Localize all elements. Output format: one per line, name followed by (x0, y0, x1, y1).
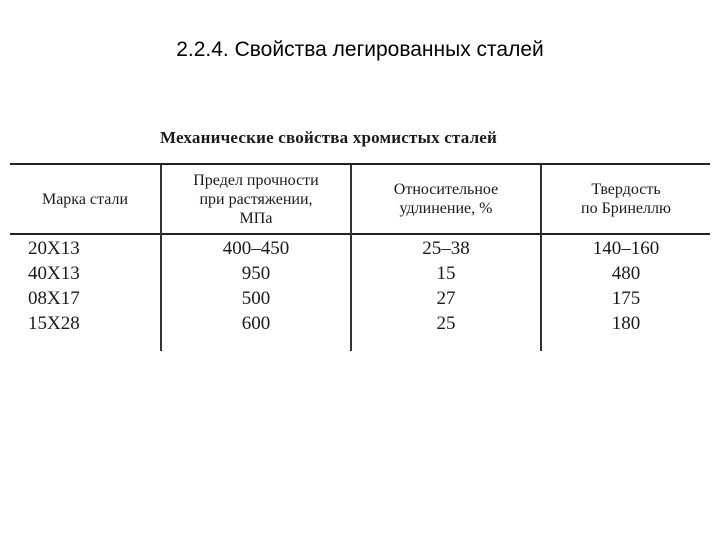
hardness-cell: 175 (611, 288, 641, 309)
table-caption: Механические свойства хромистых сталей (160, 128, 498, 147)
slide-title: 2.2.4. Свойства легированных сталей (176, 38, 544, 61)
header-tensile-strength: Предел прочности при растяжении, МПа (193, 171, 319, 227)
elongation-cell: 25 (436, 313, 456, 334)
elongation-cell: 15 (436, 263, 456, 284)
hardness-cell: 140–160 (592, 238, 660, 259)
tensile-strength-cell: 400–450 (222, 238, 290, 259)
table-row (10, 311, 710, 336)
table-row (10, 286, 710, 311)
table-body (10, 236, 710, 336)
elongation-cell: 27 (436, 288, 456, 309)
table-row (10, 261, 710, 286)
table-row (10, 236, 710, 261)
header-brinell-hardness: Твердость по Бринеллю (581, 181, 671, 217)
hardness-cell: 480 (611, 263, 641, 284)
tensile-strength-cell: 500 (241, 288, 271, 309)
steel-grade-cell: 08Х17 (28, 288, 80, 309)
steel-grade-cell: 20Х13 (28, 238, 80, 259)
steel-grade-cell: 15Х28 (28, 313, 80, 334)
table-header-rule (10, 233, 710, 235)
tensile-strength-cell: 950 (241, 263, 271, 284)
steel-grade-cell: 40Х13 (28, 263, 80, 284)
elongation-cell: 25–38 (422, 238, 470, 259)
tensile-strength-cell: 600 (241, 313, 271, 334)
header-steel-grade: Марка стали (41, 190, 129, 208)
steel-properties-table (10, 163, 710, 351)
header-elongation: Относительное удлинение, % (393, 181, 499, 217)
hardness-cell: 180 (611, 313, 641, 334)
